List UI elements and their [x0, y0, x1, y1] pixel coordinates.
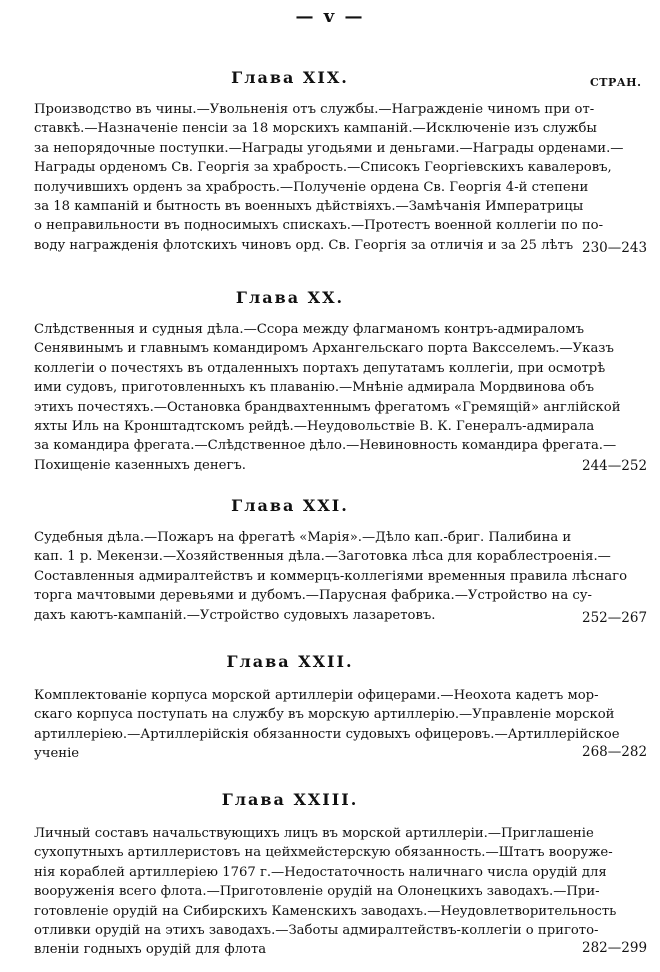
- summary-line: получившихъ орденъ за храбрость.—Полученіе ордена Св. Георгія 4-й степени: [34, 179, 589, 195]
- summary-line: Личный составъ начальствующихъ лицъ въ морской артиллеріи.—Приглашеніе: [34, 826, 594, 841]
- chapter-title: Глава XXII.: [226, 652, 354, 671]
- summary-line: дахъ каютъ-кампаній.—Устройство судовыхъ лазаретовъ.: [34, 607, 436, 623]
- chapter-title: Глава XXI.: [231, 496, 349, 515]
- summary-line: Составленныя адмиралтействъ и коммерцъ-коллегіями временныя правила лѣснаго: [34, 568, 628, 584]
- summary-line: вленіи годныхъ орудій для флота: [34, 942, 267, 958]
- summary-line: коллегіи о почестяхъ въ отдаленныхъ портахъ депутатамъ коллегіи, при осмотрѣ: [34, 360, 606, 376]
- summary-line: готовленіе орудій на Сибирскихъ Каменскихъ заводахъ.—Неудовлетворительность: [34, 903, 617, 919]
- summary-line: нія кораблей артиллеріею 1767 г.—Недостаточность наличнаго числа орудій для: [34, 864, 607, 880]
- page-range: 230—243: [582, 240, 648, 256]
- summary-line: за непорядочные поступки.—Награды угодьями и деньгами.—Награды орденами.—: [34, 140, 624, 156]
- summary-line: воду награжденія флотскихъ чиновъ орд. Св. Георгія за отличія и за 25 лѣтъ: [34, 237, 574, 253]
- summary-line: скаго корпуса поступать на службу въ морскую артиллерію.—Управленіе морской: [34, 707, 615, 723]
- page-range: 252—267: [582, 610, 648, 626]
- summary-line: отливки орудій на этихъ заводахъ.—Заботы адмиралтействъ-коллегіи о пригото-: [34, 923, 599, 939]
- summary-line: яхты Иль на Кронштадтскомъ рейдѣ.—Неудовольствіе В. К. Генералъ-адмирала: [34, 419, 595, 435]
- page-marker: — v —: [295, 6, 365, 27]
- summary-line: Слѣдственныя и судныя дѣла.—Ссора между флагманомъ контръ-адмираломъ: [34, 322, 584, 337]
- summary-line: Похищеніе казенныхъ денегъ.: [34, 457, 246, 473]
- summary-line: Комплектованіе корпуса морской артиллеріи офицерами.—Неохота кадетъ мор-: [34, 688, 599, 703]
- summary-line: ими судовъ, приготовленныхъ къ плаванію.—Мнѣніе адмирала Мордвинова объ: [34, 380, 594, 396]
- summary-line: кап. 1 р. Мекензи.—Хозяйственныя дѣла.—Заготовка лѣса для кораблестроенія.—: [34, 549, 611, 565]
- pages-column-label: СТРАН.: [590, 76, 642, 89]
- page-range: 244—252: [582, 458, 648, 474]
- summary-line: сухопутныхъ артиллеристовъ на цейхмейстерскую обязанность.—Штатъ вооруже-: [34, 845, 613, 861]
- page-range: 282—299: [582, 940, 648, 956]
- summary-line: Судебныя дѣла.—Пожаръ на фрегатѣ «Марія».—Дѣло кап.-бриг. Палибина и: [34, 530, 572, 545]
- summary-line: этихъ почестяхъ.—Остановка брандвахтеннымъ фрегатомъ «Гремящій» англійской: [34, 399, 621, 415]
- summary-line: Сенявинымъ и главнымъ командиромъ Архангельскаго порта Ваксселемъ.—Указъ: [34, 341, 614, 357]
- summary-line: о неправильности въ подносимыхъ спискахъ.—Протестъ военной коллегіи по по-: [34, 218, 604, 234]
- chapter-title: Глава XX.: [235, 288, 345, 307]
- summary-line: вооруженія всего флота.—Приготовленіе орудій на Олонецкихъ заводахъ.—При-: [34, 884, 600, 900]
- summary-line: артиллеріею.—Артиллерійскія обязанности судовыхъ офицеровъ.—Артиллерійское: [34, 726, 620, 742]
- summary-line: за командира фрегата.—Слѣдственное дѣло.—Невиновность командира фрегата.—: [34, 438, 617, 454]
- summary-line: за 18 кампаній и бытность въ военныхъ дѣйствіяхъ.—Замѣчанія Императрицы: [34, 199, 584, 215]
- chapter-title: Глава XXIII.: [221, 790, 359, 809]
- chapter-title: Глава XIX.: [231, 68, 349, 87]
- summary-line: Производство въ чины.—Увольненія отъ службы.—Награжденіе чиномъ при от-: [34, 102, 595, 117]
- summary-line: ставкѣ.—Назначеніе пенсіи за 18 морскихъ кампаній.—Исключеніе изъ службы: [34, 121, 597, 137]
- summary-line: торга мачтовыми деревьями и дубомъ.—Парусная фабрика.—Устройство на су-: [34, 588, 592, 604]
- page-range: 268—282: [582, 744, 648, 760]
- summary-line: ученіе: [34, 746, 80, 762]
- summary-line: Награды орденомъ Св. Георгія за храбрость.—Списокъ Георгіевскихъ кавалеровъ,: [34, 160, 612, 176]
